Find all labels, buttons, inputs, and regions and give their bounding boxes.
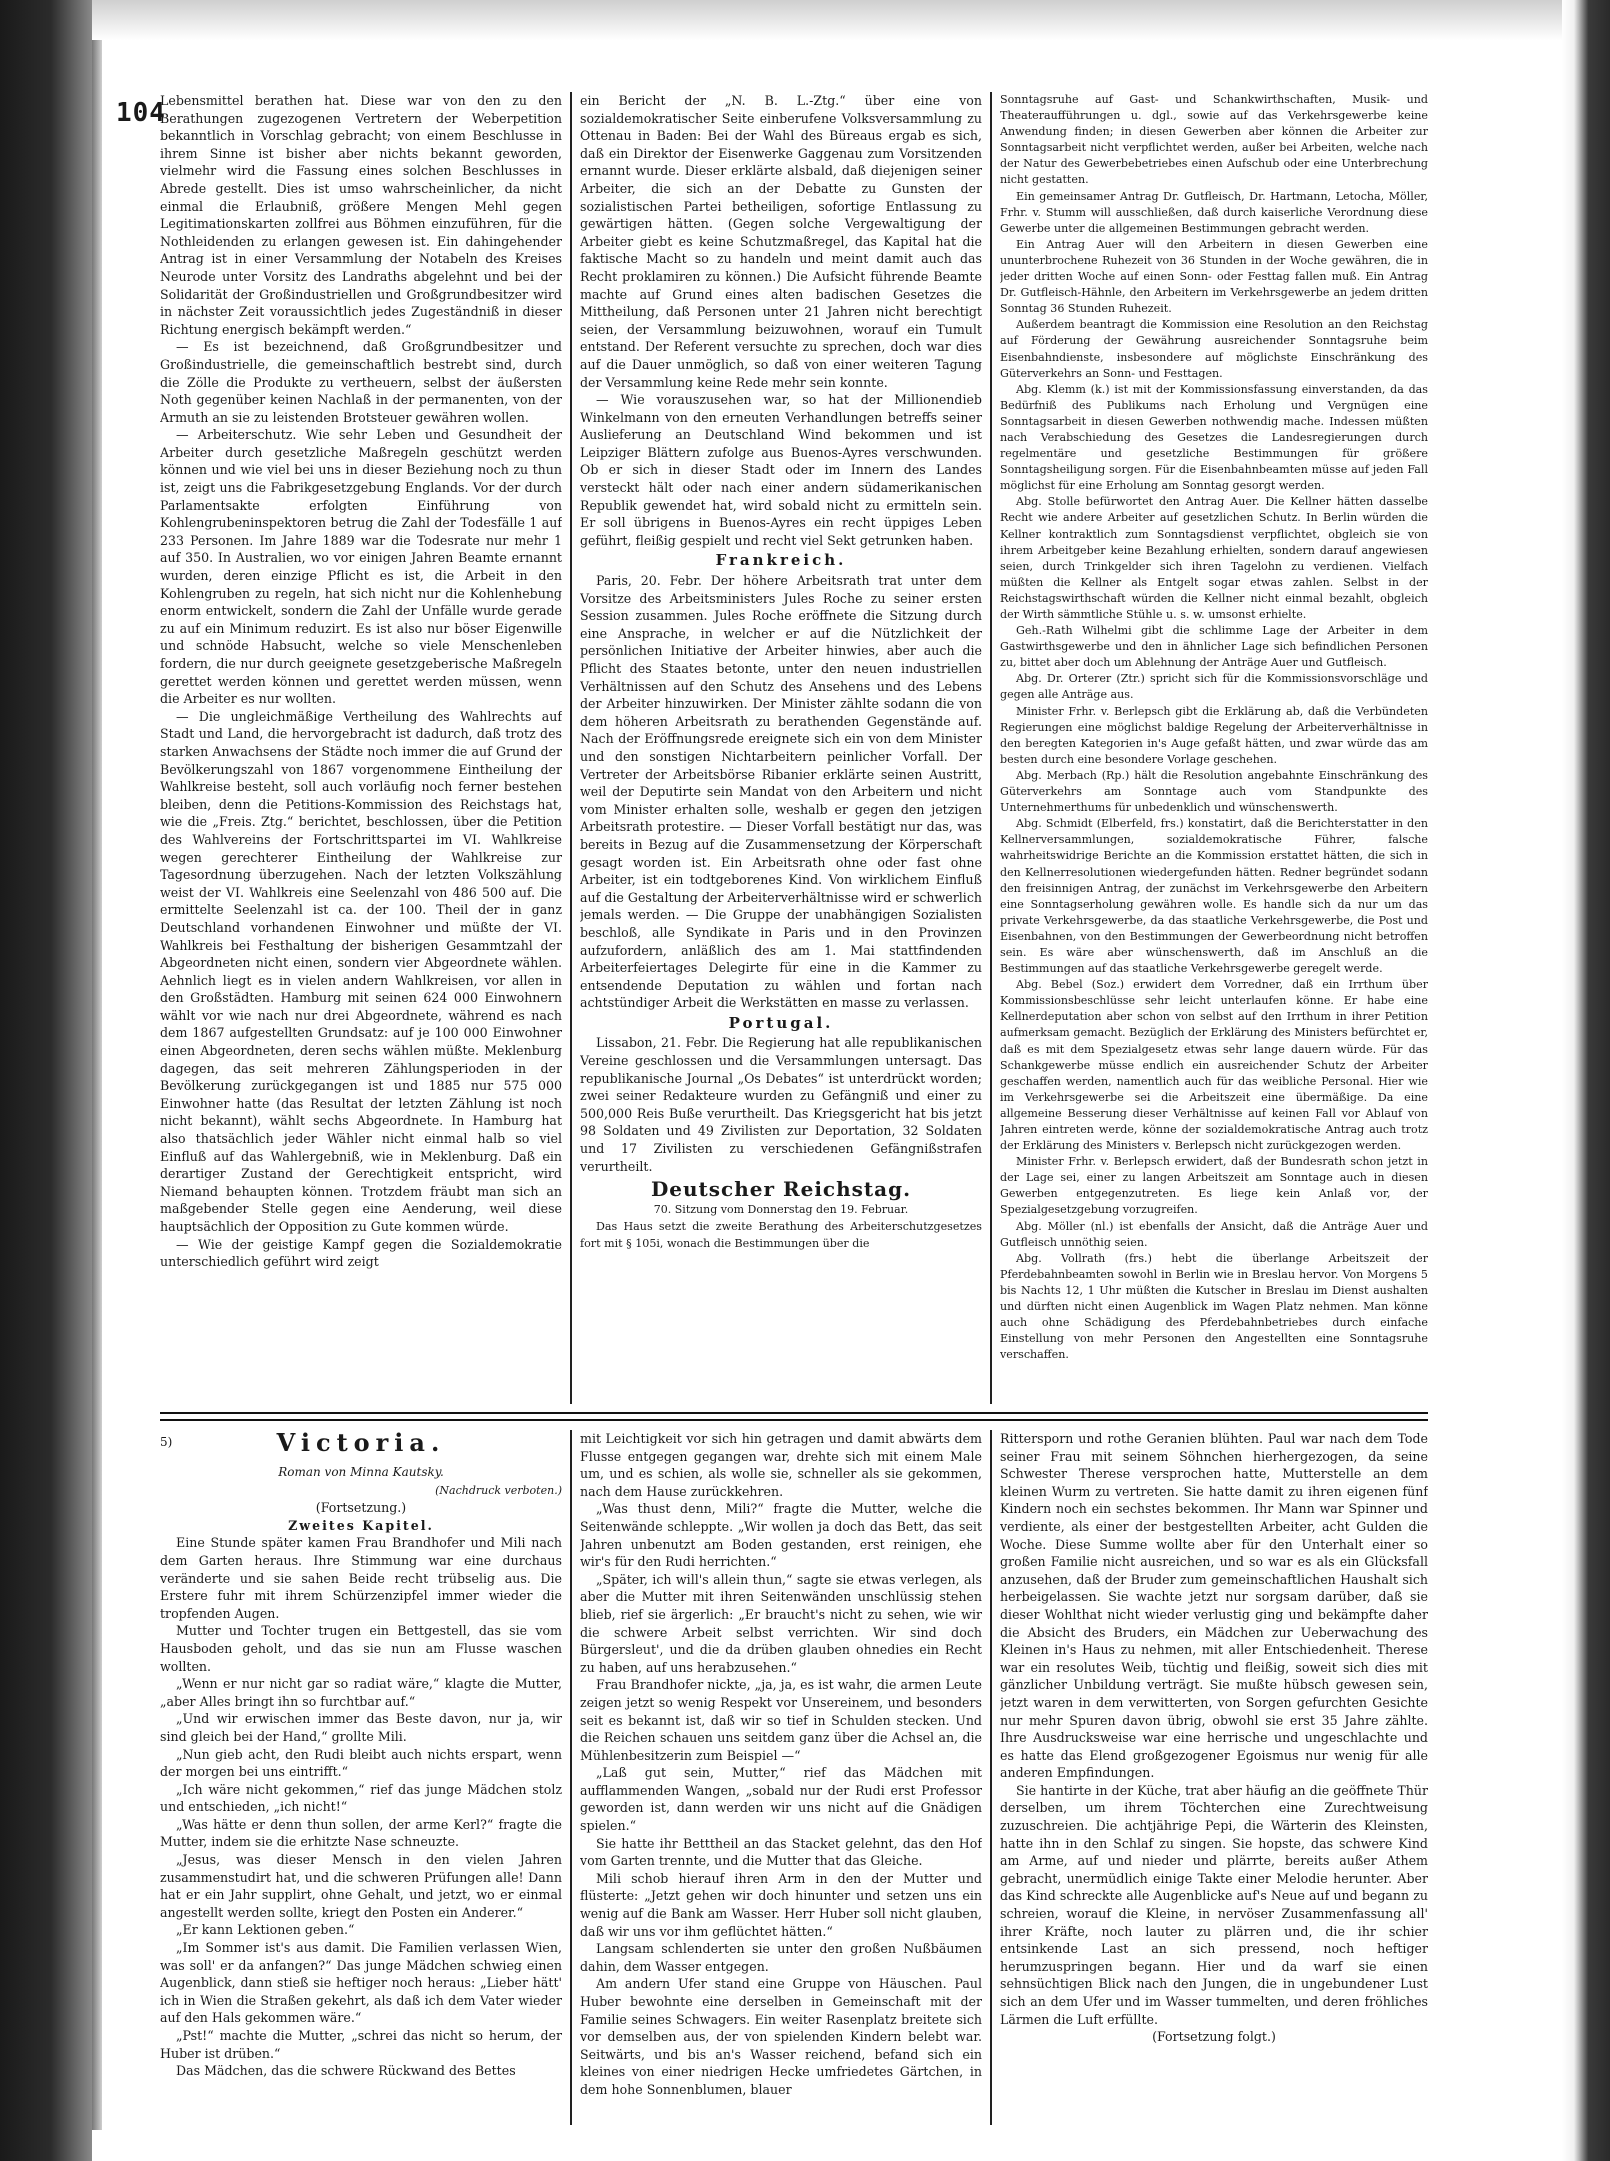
book-binding: [0, 0, 92, 2161]
paragraph: Abg. Schmidt (Elberfeld, frs.) konstatirt, daß die Berichterstatter in den Kellnerversammlungen, sozialdemokratische Führer, falsche wahrheitswidrige Berichte an die Kommission erstattet hätten, die sich in den Kellnerresolutionen wiedergefunden hätten. Redner begründet sodann den freisinnigen Antrag, der zunächst im Verkehrsgewerbe den Arbeitern eine Sonntagserholung gewähren wolle. Es handle sich da nur um das private Verkehrsgewerbe, da das staatliche Verkehrsgewerbe, die Post und Eisenbahnen, von den Bestimmungen der Gewerbeordnung nicht betroffen sein. Es wäre aber wünschenswerth, daß im Anschluß an die Bestimmungen auf das staatliche Verkehrsgewerbe geregelt werde.: [1000, 817, 1428, 976]
paragraph: „Und wir erwischen immer das Beste davon, nur ja, wir sind gleich bei der Hand,“ grollte Mili.: [160, 1711, 562, 1744]
paragraph: Frau Brandhofer nickte, „ja, ja, es ist wahr, die armen Leute zeigen jetzt so wenig Respekt vor Unsereinem, und besonders seit es bekannt ist, daß wir so tief in Schulden stecken. Und die Reichen schauen uns seitdem ganz über die Achsel an, die Mühlenbesitzerin zum Beispiel —“: [580, 1677, 982, 1763]
column-3: [1000, 92, 1428, 1404]
column-divider: [990, 92, 992, 1404]
column-2: [580, 92, 982, 1404]
column-1: [160, 92, 562, 1404]
column-divider: [570, 1430, 572, 2125]
paragraph: „Im Sommer ist's aus damit. Die Familien verlassen Wien, was soll' er da anfangen?“ Das junge Mädchen schwieg einen Augenblick, dann stieß sie heftiger noch heraus: „Lieber hätt' ich in Wien die Straßen gekehrt, als daß ich dem Vater wieder auf den Hals gekommen wäre.“: [160, 1940, 562, 2026]
paragraph: Ein gemeinsamer Antrag Dr. Gutfleisch, Dr. Hartmann, Letocha, Möller, Frhr. v. Stumm will ausschließen, daß durch kaiserliche Verordnung diese Gewerbe unter die allgemeinen Bestimmungen gebracht werden.: [1000, 189, 1428, 235]
paragraph: Lissabon, 21. Febr. Die Regierung hat alle republikanischen Vereine geschlossen und die Versammlungen untersagt. Das republikanische Journal „Os Debates“ ist unterdrückt worden; zwei seiner Redakteure wurden zu Gefängniß und einer zu 500,000 Reis Buße verurtheilt. Das Kriegsgericht hat bis jetzt 98 Soldaten und 49 Zivilisten zur Deportation, 32 Soldaten und 17 Zivilisten zu verschiedenen Gefängnißstrafen verurtheilt.: [580, 1035, 982, 1174]
to-be-continued: (Fortsetzung folgt.): [1152, 2029, 1276, 2045]
paragraph: „Was hätte er denn thun sollen, der arme Kerl?“ fragte die Mutter, indem sie die erhitzte Nase schneuzte.: [160, 1816, 562, 1850]
novel-author: Roman von Minna Kautsky.: [278, 1465, 444, 1479]
section-heading-frankreich: Frankreich.: [715, 551, 847, 570]
paragraph: „Ich wäre nicht gekommen,“ rief das junge Mädchen stolz und entschieden, „ich nicht!“: [160, 1781, 562, 1815]
feuilleton-column-1: [160, 1430, 562, 2125]
session-line: 70. Sitzung vom Donnerstag den 19. Februar.: [653, 1202, 909, 1216]
paragraph: Eine Stunde später kamen Frau Brandhofer und Mili nach dem Garten heraus. Ihre Stimmung war eine durchaus veränderte und sie sahen Beide recht trübselig aus. Die Erstere fuhr mit ihrem Schürzenzipfel immer wieder die tropfenden Augen.: [160, 1535, 562, 1621]
paragraph: — Wie vorauszusehen war, so hat der Millionendieb Winkelmann von den erneuten Verhandlungen betreffs seiner Auslieferung an Deutschland Wind bekommen und ist Leipziger Blättern zufolge aus Buenos-Ayres verschwunden. Ob er sich in dieser Stadt oder im Innern des Landes versteckt hält oder nach einer andern südamerikanischen Republik gewendet hat, wird sobald nicht zu ermitteln sein. Er soll übrigens in Buenos-Ayres ein recht üppiges Leben geführt, fleißig gespielt und recht viel Sekt getrunken haben.: [580, 392, 982, 548]
page-number: 104: [116, 98, 166, 128]
paragraph: Paris, 20. Febr. Der höhere Arbeitsrath trat unter dem Vorsitze des Arbeitsministers Jules Roche zu seiner ersten Session zusammen. Jules Roche eröffnete die Sitzung durch eine Ansprache, in welcher er auf die Nützlichkeit der persönlichen Initiative der Arbeiter hinwies, aber auch die Pflicht des Staates betonte, unter den neuen industriellen Verhältnissen auf den Schutz des Ansehens und des Lebens der Arbeiter hinzuwirken. Der Minister zählte sodann die von dem höheren Arbeitsrath zu berathenden Gegenstände auf. Nach der Eröffnungsrede ereignete sich ein von dem Minister und den sonstigen Nichtarbeitern peinlicher Vorfall. Der Vertreter der Arbeitsbörse Ribanier erklärte seinen Austritt, weil der Deputirte sein Mandat von den Arbeitern und nicht vom Minister erhalten solle, weshalb er gegen den jetzigen Arbeitsrath protestire. — Dieser Vorfall bestätigt nur das, was bereits in Bezug auf die Zusammensetzung der Körperschaft gesagt worden ist. Ein Arbeitsrath ohne oder fast ohne Arbeiter, ist ein todtgeborenes Kind. Von wirklichem Einfluß auf die Gestaltung der Arbeiterverhältnisse wird er schwerlich jemals werden. — Die Gruppe der unabhängigen Sozialisten beschloß, alle Syndikate in Paris und in den Provinzen aufzufordern, anläßlich des am 1. Mai stattfindenden Arbeiterfeiertages Delegirte für eine in die Kammer zu entsendende Deputation zu wählen und fortan nach achtstündiger Arbeit die Werkstätten en masse zu verlassen.: [580, 573, 982, 1011]
paragraph: Abg. Vollrath (frs.) hebt die überlange Arbeitszeit der Pferdebahnbeamten sowohl in Berlin wie in Breslau hervor. Von Morgens 5 bis Nachts 12, 1 Uhr müßten die Kutscher in Breslau im Dienst aushalten und dürften nicht einen Augenblick im Wagen Platz nehmen. Man könne auch ohne Schädigung des Pferdebahnbetriebes durch einfache Einstellung von mehr Personen den Angestellten eine Sonntagsruhe verschaffen.: [1000, 1251, 1428, 1362]
paragraph: Ein Antrag Auer will den Arbeitern in diesen Gewerben eine ununterbrochene Ruhezeit von 36 Stunden in der Woche gewähren, die in jeder dritten Woche auf einen Sonn- oder Festtag fallen muß. Ein Antrag Dr. Gutfleisch-Hähnle, den Arbeitern im Verkehrsgewerbe an jedem dritten Sonntag 36 Stunden Ruhezeit.: [1000, 237, 1428, 316]
section-heading-portugal: Portugal.: [728, 1013, 834, 1032]
column-divider: [570, 92, 572, 1404]
paragraph: — Die ungleichmäßige Vertheilung des Wahlrechts auf Stadt und Land, die hervorgebracht ist dadurch, daß trotz des starken Anwachsens der Städte noch immer die auf Grund der Bevölkerungszahl von 1867 vorgenommene Eintheilung der Wahlkreise besteht, soll auch vorläufig noch ferner bestehen bleiben, denn die Petitions-Kommission des Reichstags hat, wie die „Freis. Ztg.“ berichtet, beschlossen, über die Petition des Wahlvereins der Fortschrittspartei im VI. Wahlkreise wegen gerechterer Eintheilung der Wahlkreise zur Tagesordnung überzugehen. Nach der letzten Volkszählung weist der VI. Wahlkreis eine Seelenzahl von 486 500 auf. Die ermittelte Seelenzahl ist ca. der 100. Theil der in ganz Deutschland vorhandenen Einwohner und müßte der VI. Wahlkreis bei Festhaltung der bisherigen Gesammtzahl der Abgeordneten nicht einen, sondern vier Abgeordnete wählen. Aehnlich liegt es in vielen andern Wahlkreisen, vor allen in den Großstädten. Hamburg mit seinen 624 000 Einwohnern wählt vor wie nach nur drei Abgeordnete, während es nach dem 1867 aufgestellten Grundsatz: auf je 100 000 Einwohner einen Abgeordneten, deren sechs wählen müßte. Meklenburg dagegen, das seit mehreren Zählungsperioden in der Bevölkerung zurückgegangen ist und 1885 nur 575 000 Einwohner hatte (das Resultat der letzten Zählung ist noch nicht bekannt), wählt sechs Abgeordnete. In Hamburg hat also thatsächlich jeder Wähler nicht einmal halb so viel Einfluß auf das Wahlergebniß, wie in Meklenburg. Daß ein derartiger Zustand der Gerechtigkeit entspricht, wird Niemand behaupten können. Trotzdem fräubt man sich an maßgebender Stelle gegen eine Aenderung, weil diese hauptsächlich der Opposition zu Gute kommen würde.: [160, 708, 562, 1234]
paragraph: „Er kann Lektionen geben.“: [176, 1922, 355, 1938]
paragraph: Abg. Merbach (Rp.) hält die Resolution angebahnte Einschränkung des Güterverkehrs am Sonntage auch vom Standpunkte des Unternehmerthums für unbedenklich und wünschenswerth.: [1000, 768, 1428, 815]
paragraph: Lebensmittel berathen hat. Diese war von den zu den Berathungen zugezogenen Vertretern der Weberpetition bekanntlich in Vorschlag gebracht; von einem Beschlusse in ihrem Sinne ist bisher aber nichts bekannt geworden, vielmehr wird die Fassung eines solchen Beschlusses in Abrede gestellt. Dies ist umso wahrscheinlicher, da nicht einmal die Erlaubniß, größere Mengen Mehl gegen Legitimationskarten zollfrei aus Böhmen einzuführen, für die Nothleidenden zu erlangen gewesen ist. Ein dahingehender Antrag ist in einer Versammlung der Notabeln des Kreises Neurode unter Vorsitz des Landraths abgelehnt und bei der Solidarität der Großindustriellen und Großgrundbesitzer wird in nächster Zeit voraussichtlich jedes Zugeständniß in dieser Richtung energisch bekämpft werden.“: [160, 93, 562, 337]
chapter-heading: Zweites Kapitel.: [288, 1517, 434, 1533]
paragraph: Sie hatte ihr Betttheil an das Stacket gelehnt, das den Hof vom Garten trennte, und die Mutter that das Gleiche.: [580, 1835, 982, 1869]
paragraph: Am andern Ufer stand eine Gruppe von Häuschen. Paul Huber bewohnte eine derselben in Gemeinschaft mit der Familie seines Schwagers. Ein weiter Rasenplatz breitete sich vor demselben aus, der von spielenden Kindern belebt war. Seitwärts, und bis an's Wasser reichend, befand sich ein kleines von einer niedrigen Hecke umfriedetes Gärtchen, in dem hohe Sonnenblumen, blauer: [580, 1976, 982, 2097]
binding-edge: [92, 40, 102, 2130]
paragraph: Minister Frhr. v. Berlepsch erwidert, daß der Bundesrath schon jetzt in der Lage sei, einer zu langen Arbeitszeit am Sonntage auch in diesen Gewerben entgegenzutreten. Es liege kein Anlaß vor, der Spezialgesetzgebung vorzugreifen.: [1000, 1155, 1428, 1217]
paragraph: „Pst!“ machte die Mutter, „schrei das nicht so herum, der Huber ist drüben.“: [160, 2028, 562, 2061]
paragraph: Außerdem beantragt die Kommission eine Resolution an den Reichstag auf Förderung der Gewährung ausreichender Sonntagsruhe beim Eisenbahndienste, insbesondere auf möglichste Einschränkung des Güterverkehrs an Sonn- und Festtagen.: [1000, 318, 1428, 380]
paragraph: ein Bericht der „N. B. L.-Ztg.“ über eine von sozialdemokratischer Seite einberufene Volksversammlung zu Ottenau in Baden: Bei der Wahl des Büreaus ergab es sich, daß ein Direktor der Eisenwerke Gaggenau zum Vorsitzenden ernannt wurde. Dieser erklärte alsbald, daß diejenigen seiner Arbeiter, die sich an der Debatte zu Gunsten der sozialistischen Partei betheiligen, sofortige Entlassung zu gewärtigen hätten. (Gegen solche Vergewaltigung der Arbeiter giebt es keine Schutzmaßregel, das Kapital hat die faktische Macht so zu handeln und meint damit auch das Recht proklamiren zu können.) Die Aufsicht führende Beamte machte auf Grund eines alten badischen Gesetzes die Mittheilung, daß Personen unter 21 Jahren nicht berechtigt seien, der Versammlung beizuwohnen, worauf ein Tumult entstand. Der Referent versuchte zu sprechen, doch war dies auf die Dauer unmöglich, so daß von einer weiteren Tagung der Versammlung keine Rede mehr sein konnte.: [580, 93, 982, 390]
paragraph: „Später, ich will's allein thun,“ sagte sie etwas verlegen, als aber die Mutter mit ihren Seitenwänden unschlüssig stehen blieb, rief sie ärgerlich: „Er braucht's nicht zu sehen, wie wir die schwere Arbeit selbst verrichten. Wir sind doch Bürgersleut', und die da drüben glauben ohnedies ein Recht zu haben, auf uns herabzusehen.“: [580, 1571, 982, 1675]
paragraph: mit Leichtigkeit vor sich hin getragen und damit abwärts dem Flusse entgegen gegangen war, drehte sich mit einem Male um, und es schien, als wolle sie, schneller als sie gekommen, nach dem Hause zurückkehren.: [580, 1431, 982, 1499]
paragraph: Abg. Stolle befürwortet den Antrag Auer. Die Kellner hätten dasselbe Recht wie andere Arbeiter auf gesetzlichen Schutz. In Berlin würden die Kellner kontraktlich zum Sonntagsdienst verpflichtet, obgleich sie von ihrem Arbeitgeber keine Bezahlung erhielten, sondern darauf angewiesen seien, durch Trinkgelder sich ihren Tagelohn zu verdienen. Vielfach müßten die Kellner als Entgelt sogar etwas zahlen. Selbst in der Reichstagswirthschaft würden die Kellner nicht einmal bezahlt, obgleich der Wirth sämmtliche Stühle u. s. w. umsonst erhielte.: [1000, 495, 1428, 621]
paragraph: Langsam schlenderten sie unter den großen Nußbäumen dahin, dem Wasser entgegen.: [580, 1941, 982, 1974]
section-heading-reichstag: Deutscher Reichstag.: [650, 1177, 912, 1202]
paragraph: „Wenn er nur nicht gar so radiat wäre,“ klagte die Mutter, „aber Alles bringt ihn so furchtbar auf.“: [160, 1676, 562, 1709]
paragraph: Minister Frhr. v. Berlepsch gibt die Erklärung ab, daß die Verbündeten Regierungen eine möglichst baldige Regelung der Arbeiterverhältnisse in den beregten Kategorien in's Auge gefaßt hätten, und zwar würde das am besten durch eine besondere Vorlage geschehen.: [1000, 704, 1428, 766]
paragraph: — Arbeiterschutz. Wie sehr Leben und Gesundheit der Arbeiter durch gesetzliche Maßregeln geschützt werden können und wie viel bei uns in dieser Beziehung noch zu thun ist, zeigt uns die Fabrikgesetzgebung Englands. Vor der durch Parlamentsakte erfolgten Einführung von Kohlengrubeninspektoren betrug die Zahl der Todesfälle 1 auf 233 Personen. Im Jahre 1889 war die Todesrate nur mehr 1 auf 350. In Australien, wo vor einigen Jahren Beamte ernannt wurden, deren einzige Pflicht es ist, die Arbeit in den Kohlengruben zu regeln, hat sich nicht nur die Kohlenhebung enorm entwickelt, sondern die Zahl der Unfälle wurde gerade zu auf ein Minimum reduzirt. Es ist also nur böser Eigenwille und schnöde Habsucht, welche so viele Menschenleben fordern, die nur durch geeignete gesetzgeberische Maßregeln gerettet werden können und gerettet werden müssen, wenn die Arbeiter es nur wollten.: [160, 427, 562, 707]
paragraph: „Laß gut sein, Mutter,“ rief das Mädchen mit aufflammenden Wangen, „sobald nur der Rudi erst Professor geworden ist, dann werden wir uns nicht auf die Gnädigen spielen.“: [580, 1765, 982, 1834]
column-divider: [990, 1430, 992, 2125]
paragraph: Sie hantirte in der Küche, trat aber häufig an die geöffnete Thür derselben, um ihrem Töchterchen eine Zurechtweisung zuzuschreien. Die achtjährige Pepi, die Wärterin des Kleinsten, hatte ihn in den Schlaf zu singen. Sie hopste, das schwere Kind am Arme, auf und nieder und plärrte, bereits außer Athem gebracht, unermüdlich einige Takte einer Melodie herunter. Aber das Kind schreckte alle Augenblicke auf's Neue auf und begann zu schreien, worauf die Kleine, in nervöser Zusammenfassung all' ihrer Kräfte, noch lauter zu plärren und, die ihr schier entsinkende Last an sich pressend, noch heftiger herumzuspringen begann. Hier und da warf sie einen sehnsüchtigen Blick nach den Jungen, die in ungebundener Lust sich an dem Ufer und im Wasser tummelten, und deren fröhliches Lärmen die Luft erfüllte.: [1000, 1782, 1428, 2027]
paragraph: Das Mädchen, das die schwere Rückwand des Bettes: [176, 2063, 516, 2079]
paragraph: Mili schob hierauf ihren Arm in den der Mutter und flüsterte: „Jetzt gehen wir doch hinunter und setzen uns ein wenig auf die Bank am Wasser. Herr Huber soll nicht glauben, daß wir uns vor ihm geflüchtet hätten.“: [580, 1870, 982, 1939]
paragraph: — Wie der geistige Kampf gegen die Sozialdemokratie unterschiedlich geführt wird zeigt: [160, 1236, 562, 1270]
paragraph: Das Haus setzt die zweite Berathung des Arbeiterschutzgesetzes fort mit § 105i, wonach die Bestimmungen über die: [580, 1220, 982, 1250]
reprint-note: (Nachdruck verboten.): [435, 1483, 562, 1497]
paragraph: „Was thust denn, Mili?“ fragte die Mutter, welche die Seitenwände schleppte. „Wir wollen ja doch das Bett, das seit Jahren unbenutzt am Boden gestanden, erst reinigen, ehe wir's für den Rudi herrichten.“: [580, 1501, 982, 1570]
paragraph: „Jesus, was dieser Mensch in den vielen Jahren zusammenstudirt hat, und die schweren Prüfungen alle! Dann hat er ein Jahr supplirt, ohne Gehalt, und jetzt, wo er einmal angestellt werden sollte, kriegt den Posten ein Anderer.“: [160, 1852, 562, 1920]
feuilleton-column-2: [580, 1430, 982, 2125]
paragraph: — Es ist bezeichnend, daß Großgrundbesitzer und Großindustrielle, die gemeinschaftlich bestrebt sind, durch die Zölle die Produkte zu vertheuern, selbst der äußersten Noth gegenüber keinen Nachlaß in der permanenten, von der Armuth an sie zu leistenden Brotsteuer gewähren wollen.: [160, 339, 562, 425]
paragraph: Geh.-Rath Wilhelmi gibt die schlimme Lage der Arbeiter in dem Gastwirthsgewerbe und den in ähnlicher Lage sich befindlichen Personen zu, bittet aber doch um Ablehnung der Anträge Auer und Gutfleisch.: [1000, 624, 1428, 670]
paragraph: Abg. Dr. Orterer (Ztr.) spricht sich für die Kommissionsvorschläge und gegen alle Anträge aus.: [1000, 672, 1428, 702]
serial-number: 5): [160, 1435, 173, 1449]
paragraph: „Nun gieb acht, den Rudi bleibt auch nichts erspart, wenn der morgen bei uns eintrifft.“: [160, 1746, 562, 1780]
page-top-shadow: [92, 0, 1562, 40]
page-right-edge: [1562, 0, 1610, 2161]
paragraph: Abg. Klemm (k.) ist mit der Kommissionsfassung einverstanden, da das Bedürfniß des Publikums nach Erholung und Vergnügen eine Sonntagsarbeit in diesen Gewerben nothwendig mache. Indessen müßten nach Verabschiedung des Gesetzes die Landesregierungen durch regelmentäre und gesetzliche Bestimmungen für größere Sonntagsheiligung sorgen. Für die Eisenbahnbeamten müsse auf jeden Fall möglichst für eine Erholung am Sonntag gesorgt werden.: [1000, 382, 1428, 493]
paragraph: Abg. Bebel (Soz.) erwidert dem Vorredner, daß ein Irrthum über Kommissionsbeschlüsse sehr leicht unterlaufen könne. Er habe eine Kellnerdeputation aber schon von selbst auf den Irrthum in ihrer Petition aufmerksam gemacht. Bezüglich der Erklärung des Ministers befürchtet er, daß es mit dem Spezialgesetz etwas sehr lange dauern würde. Für das Schankgewerbe müsse endlich ein ausreichender Schutz der Arbeiter geschaffen werden, namentlich auch für das weibliche Personal. Hier wie im Verkehrsgewerbe sei die Arbeitszeit eine übermäßige. Da eine allgemeine Besserung dieser Verhältnisse auf keinen Fall vor Ablauf von Jahren eintreten werde, könne der sozialdemokratische Antrag auch trotz der Erklärung des Ministers v. Berlepsch nicht zurückgezogen werden.: [1000, 978, 1428, 1153]
paragraph: Rittersporn und rothe Geranien blühten. Paul war nach dem Tode seiner Frau mit seinem Söhnchen hierhergezogen, da seine Schwester Therese versprochen hatte, Mutterstelle an dem kleinen Wurm zu vertreten. Sie hatte damit zu ihren eigenen fünf Kindern noch ein sechstes bekommen. Ihr Mann war Spinner und verdiente, als einer der bestgestellten Arbeiter, acht Gulden die Woche. Diese Summe wollte aber für den Unterhalt einer so großen Familie nicht ausreichen, und so war es als ein Glücksfall anzusehen, daß der Bruder zum gemeinschaftlichen Haushalt sich herbeigelassen. Sie wachte jetzt nur sorgsam darüber, daß sie dieser Wohlthat nicht wieder verlustig ging und bekämpfte daher die Absicht des Bruders, ein Mädchen zur Ueberwachung des Kleinen in's Haus zu nehmen, mit aller Entschiedenheit. Therese war ein resolutes Weib, tüchtig und fleißig, soweit sich dies mit gänzlicher Unbildung verträgt. Sie mußte hübsch gewesen sein, jetzt waren in dem verwitterten, von Sorgen gefurchten Gesichte nur mehr Spuren davon übrig, obwohl sie erst 35 Jahre zählte. Ihre Ausdrucksweise war eine herrische und ungeschlachte und es hatte das Elend großgezogener Egoismus nur wenig für alle anderen Empfindungen.: [1000, 1431, 1428, 1781]
novel-title: Victoria.: [276, 1430, 446, 1457]
paragraph: Abg. Möller (nl.) ist ebenfalls der Ansicht, daß die Anträge Auer und Gutfleisch unnöthig seien.: [1000, 1219, 1428, 1249]
paragraph: Mutter und Tochter trugen ein Bettgestell, das sie vom Hausboden geholt, und das sie nun am Flusse waschen wollten.: [160, 1623, 562, 1674]
feuilleton-column-3: [1000, 1430, 1428, 2125]
continuation-note: (Fortsetzung.): [315, 1500, 407, 1516]
feuilleton-rule: [160, 1412, 1428, 1421]
paragraph: Sonntagsruhe auf Gast- und Schankwirthschaften, Musik- und Theateraufführungen u. dgl., sowie auf das Verkehrsgewerbe keine Anwendung finden; in diesen Gewerben aber können die Arbeiter zur Sonntagsarbeit nicht verpflichtet werden, außer bei Arbeiten, welche nach der Natur des Gewerbebetriebes einen Aufschub oder eine Unterbrechung nicht gestatten.: [1000, 93, 1428, 187]
newspaper-page: [110, 46, 1530, 2131]
